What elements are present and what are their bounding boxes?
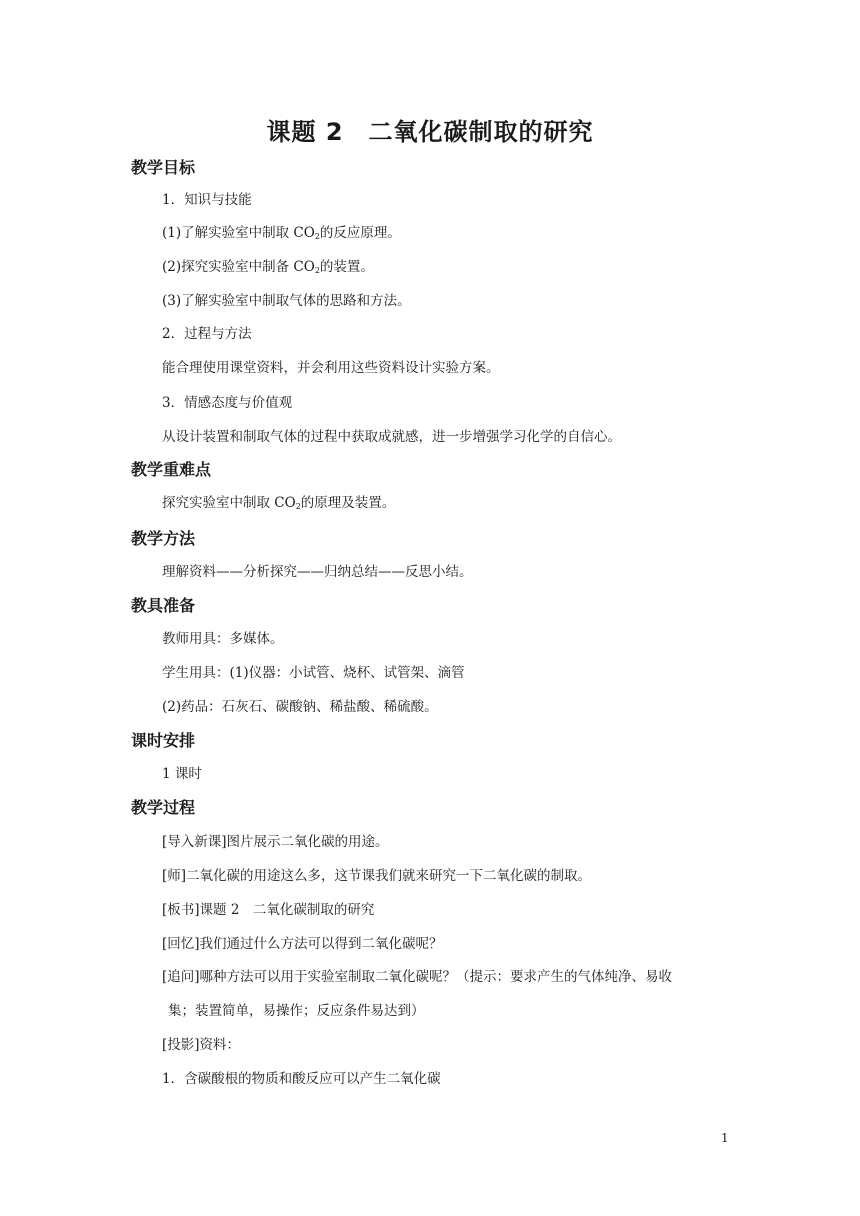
objectives-sub-3: (3)了解实验室中制取气体的思路和方法。 <box>162 293 411 309</box>
materials-teacher: 教师用具：多媒体。 <box>162 631 284 647</box>
heading-schedule: 课时安排 <box>131 731 196 750</box>
materials-student: 学生用具：(1)仪器：小试管、烧杯、试管架、滴管 <box>162 665 465 681</box>
heading-process: 教学过程 <box>131 798 196 817</box>
key-points-text: 探究实验室中制取 $CO_2$的原理及装置。 <box>162 495 396 511</box>
process-line-4: [回忆]我们通过什么方法可以得到二氧化碳呢？ <box>162 936 443 952</box>
heading-materials: 教具准备 <box>131 596 196 615</box>
process-line-3: [板书]课题 2 二氧化碳制取的研究 <box>162 902 375 918</box>
objectives-item-3-text: 从设计装置和制取气体的过程中获取成就感，进一步增强学习化学的自信心。 <box>162 429 621 445</box>
objectives-item-1: 1．知识与技能 <box>162 192 252 208</box>
heading-key-points: 教学重难点 <box>131 460 212 479</box>
objectives-sub-1: (1)了解实验室中制取 $CO_2$的反应原理。 <box>162 225 401 241</box>
process-line-7: 1．含碳酸根的物质和酸反应可以产生二氧化碳 <box>162 1071 441 1087</box>
heading-objectives: 教学目标 <box>131 158 196 177</box>
process-line-5-cont: 集；装置简单，易操作；反应条件易达到） <box>168 1003 425 1019</box>
process-line-6: [投影]资料： <box>162 1037 241 1053</box>
process-line-5: [追问]哪种方法可以用于实验室制取二氧化碳呢？（提示：要求产生的气体纯净、易收 <box>162 969 673 985</box>
process-line-2: [师]二氧化碳的用途这么多，这节课我们就来研究一下二氧化碳的制取。 <box>162 868 592 884</box>
objectives-sub-2: (2)探究实验室中制备 $CO_2$的装置。 <box>162 259 374 275</box>
heading-methods: 教学方法 <box>131 529 196 548</box>
process-line-1: [导入新课]图片展示二氧化碳的用途。 <box>162 834 389 850</box>
materials-reagents: (2)药品：石灰石、碳酸钠、稀盐酸、稀硫酸。 <box>162 699 438 715</box>
page-title: 课题 2 二氧化碳制取的研究 <box>266 118 594 146</box>
objectives-item-3: 3．情感态度与价值观 <box>162 395 293 411</box>
page-number: 1 <box>721 1131 729 1145</box>
objectives-item-2-text: 能合理使用课堂资料，并会利用这些资料设计实验方案。 <box>162 360 500 376</box>
methods-text: 理解资料——分析探究——归纳总结——反思小结。 <box>162 564 473 580</box>
schedule-text: 1 课时 <box>162 766 202 782</box>
objectives-item-2: 2．过程与方法 <box>162 326 252 342</box>
